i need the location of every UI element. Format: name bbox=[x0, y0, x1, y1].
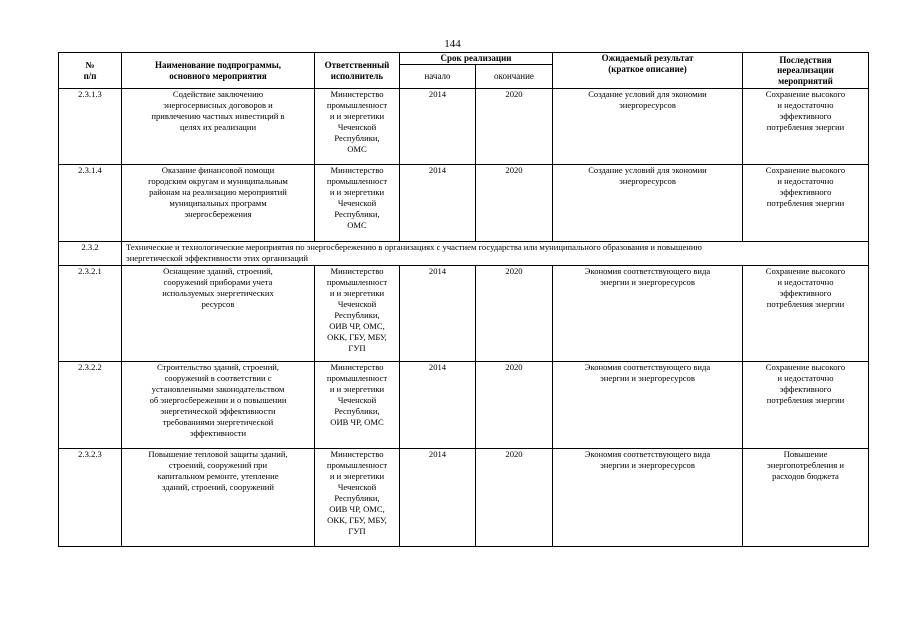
responsible-executor: Министерство промышленност и и энергетики Чеченской Республики, ОИВ ЧР, ОМС, ОКК, ГБУ, МБУ, ГУП bbox=[315, 266, 400, 362]
non-implementation-consequences: Повышение энергопотребления и расходов бюджета bbox=[743, 449, 869, 547]
row-number: 2.3.1.4 bbox=[59, 165, 122, 242]
expected-result: Экономия соответствующего вида энергии и энергоресурсов bbox=[553, 266, 743, 362]
non-implementation-consequences: Сохранение высокого и недостаточно эффективного потребления энергии bbox=[743, 165, 869, 242]
expected-result: Создание условий для экономии энергоресурсов bbox=[553, 165, 743, 242]
table-row bbox=[59, 362, 869, 449]
start-year: 2014 bbox=[400, 165, 476, 242]
table-row bbox=[59, 242, 869, 266]
expected-result: Создание условий для экономии энергоресурсов bbox=[553, 89, 743, 165]
header-number: № п/п bbox=[59, 53, 122, 89]
table-body bbox=[59, 89, 869, 547]
activity-name: Содействие заключению энергосервисных договоров и привлечению частных инвестиций в целях их реализации bbox=[122, 89, 315, 165]
header-end: окончание bbox=[476, 65, 553, 89]
start-year: 2014 bbox=[400, 266, 476, 362]
header-consequences: Последствия нереализации мероприятий bbox=[743, 53, 869, 89]
row-number: 2.3.2.1 bbox=[59, 266, 122, 362]
start-year: 2014 bbox=[400, 89, 476, 165]
end-year: 2020 bbox=[476, 449, 553, 547]
header-start: начало bbox=[400, 65, 476, 89]
table-row bbox=[59, 449, 869, 547]
table-row bbox=[59, 89, 869, 165]
activity-name: Оказание финансовой помощи городским округам и муниципальным районам на реализацию мероприятий муниципальных программ энергосбережения bbox=[122, 165, 315, 242]
row-number: 2.3.2.3 bbox=[59, 449, 122, 547]
end-year: 2020 bbox=[476, 89, 553, 165]
header-name: Наименование подпрограммы, основного мероприятия bbox=[122, 53, 315, 89]
activity-name: Оснащение зданий, строений, сооружений приборами учета используемых энергетических ресурсов bbox=[122, 266, 315, 362]
responsible-executor: Министерство промышленност и и энергетики Чеченской Республики, ОИВ ЧР, ОМС bbox=[315, 362, 400, 449]
end-year: 2020 bbox=[476, 362, 553, 449]
responsible-executor: Министерство промышленност и и энергетики Чеченской Республики, ОМС bbox=[315, 165, 400, 242]
responsible-executor: Министерство промышленност и и энергетики Чеченской Республики, ОИВ ЧР, ОМС, ОКК, ГБУ, МБУ, ГУП bbox=[315, 449, 400, 547]
responsible-executor: Министерство промышленност и и энергетики Чеченской Республики, ОМС bbox=[315, 89, 400, 165]
header-responsible: Ответственный исполнитель bbox=[315, 53, 400, 89]
page-number: 144 bbox=[444, 38, 461, 50]
table-row bbox=[59, 266, 869, 362]
non-implementation-consequences: Сохранение высокого и недостаточно эффективного потребления энергии bbox=[743, 362, 869, 449]
header-term: Срок реализации bbox=[400, 53, 553, 65]
expected-result: Экономия соответствующего вида энергии и энергоресурсов bbox=[553, 449, 743, 547]
non-implementation-consequences: Сохранение высокого и недостаточно эффективного потребления энергии bbox=[743, 266, 869, 362]
start-year: 2014 bbox=[400, 362, 476, 449]
end-year: 2020 bbox=[476, 266, 553, 362]
table-row bbox=[59, 165, 869, 242]
expected-result: Экономия соответствующего вида энергии и энергоресурсов bbox=[553, 362, 743, 449]
row-number: 2.3.2 bbox=[59, 242, 122, 266]
start-year: 2014 bbox=[400, 449, 476, 547]
activity-name: Строительство зданий, строений, сооружений в соответствии с установленными законодательством об энергосбережении и о повышении энергетической эффективности требованиями энергетической эффективности bbox=[122, 362, 315, 449]
activity-name: Повышение тепловой защиты зданий, строений, сооружений при капитальном ремонте, утепление зданий, строений, сооружений bbox=[122, 449, 315, 547]
non-implementation-consequences: Сохранение высокого и недостаточно эффективного потребления энергии bbox=[743, 89, 869, 165]
program-activities-table bbox=[58, 52, 869, 547]
section-title: Технические и технологические мероприятия по энергосбережению в организациях с участием государства или муниципального образования и повышению энергетической эффективности этих организаций bbox=[122, 242, 869, 266]
row-number: 2.3.1.3 bbox=[59, 89, 122, 165]
header-result: Ожидаемый результат (краткое описание) bbox=[553, 53, 743, 89]
end-year: 2020 bbox=[476, 165, 553, 242]
row-number: 2.3.2.2 bbox=[59, 362, 122, 449]
